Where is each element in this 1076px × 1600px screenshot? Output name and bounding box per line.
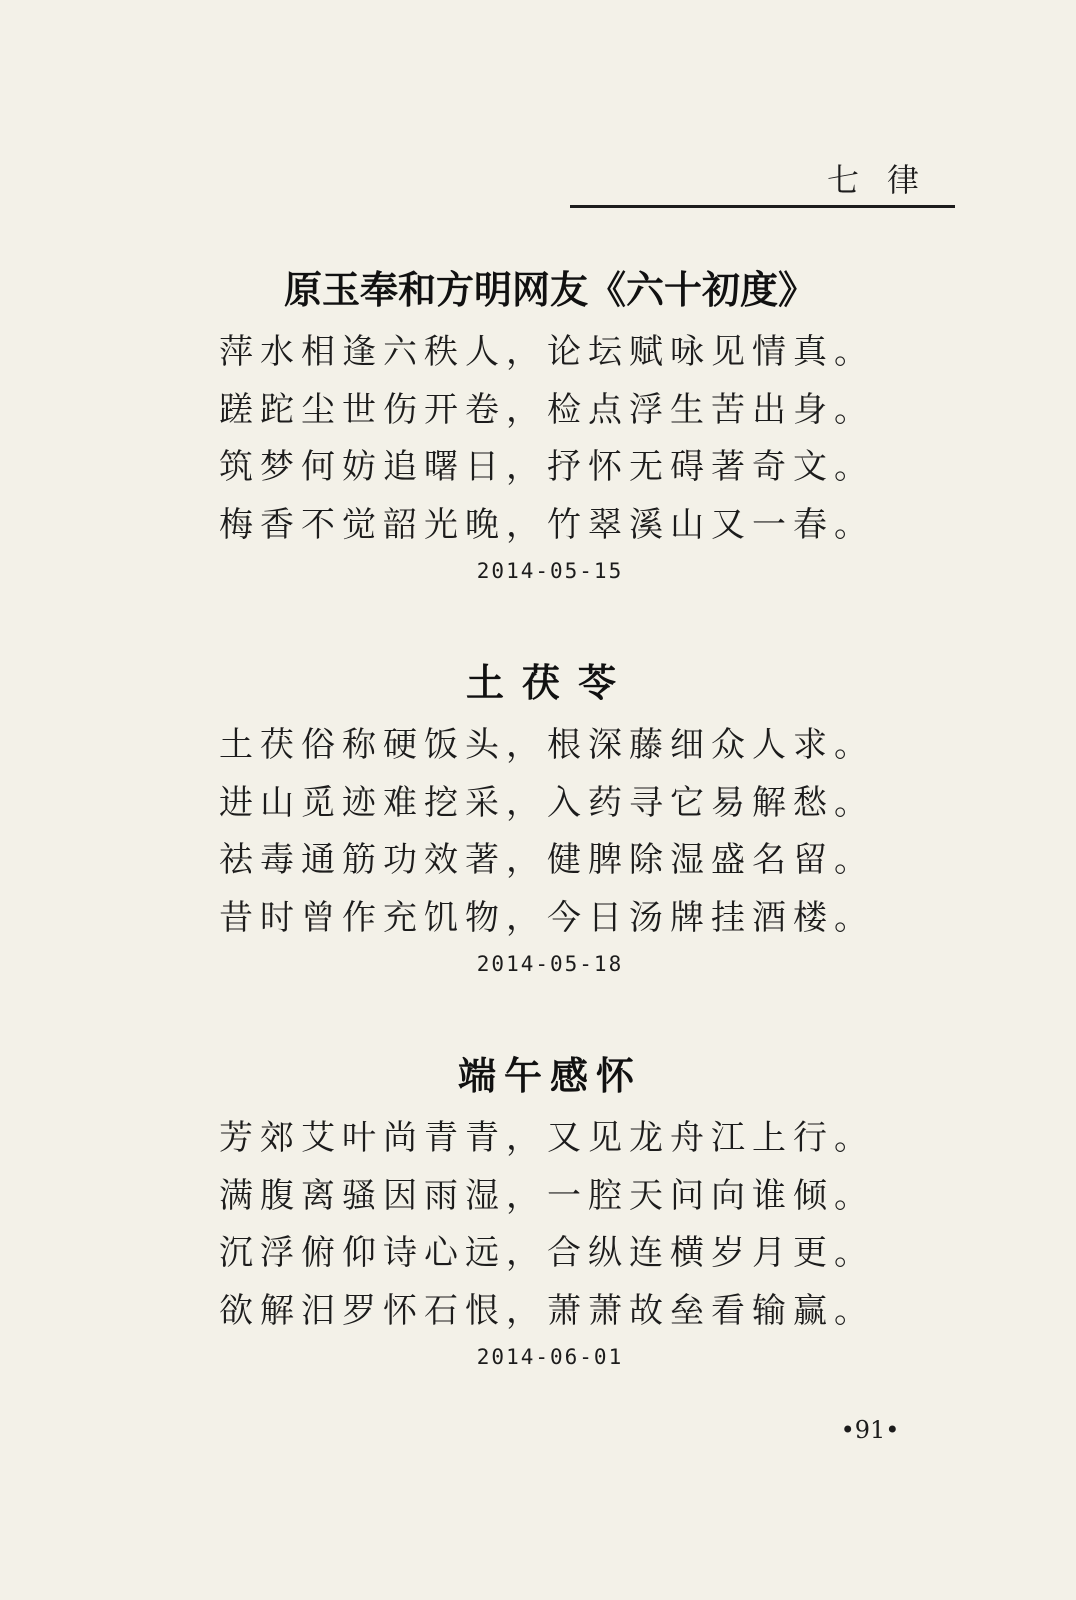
running-head-text: 七律 [826,161,947,199]
poem-line: 进山觅迹难挖采，入药寻它易解愁。 [219,782,875,823]
poem-3 [190,1048,910,1372]
poem-line: 昔时曾作充饥物，今日汤牌挂酒楼。 [219,897,875,938]
poem-line: 土茯俗称硬饭头，根深藤细众人求。 [219,725,875,765]
poem-date: 2014-05-15 [476,559,624,583]
poem-date: 2014-05-18 [476,952,624,976]
page-number: •91• [840,1416,900,1444]
poem-line: 芳郊艾叶尚青青，又见龙舟江上行。 [219,1118,875,1158]
poem-date: 2014-06-01 [476,1345,624,1369]
poem-title: 端午感怀 [457,1053,642,1098]
poem-line: 欲解汨罗怀石恨，萧萧故垒看输赢。 [219,1290,875,1331]
running-head [570,160,955,208]
poem-line: 萍水相逢六秩人，论坛赋咏见情真。 [219,332,875,372]
poem-line: 祛毒通筋功效著，健脾除湿盛名留。 [219,840,875,880]
poem-line: 筑梦何妨追曙日，抒怀无碍著奇文。 [219,447,875,487]
running-head-rule [570,205,955,208]
poem-line: 蹉跎尘世伤开卷，检点浮生苦出身。 [219,389,875,430]
poem-title: 原玉奉和方明网友《六十初度》 [283,267,816,312]
poem-line: 梅香不觉韶光晚，竹翠溪山又一春。 [219,504,875,545]
poem-title: 土茯苓 [465,660,634,705]
poem-2 [190,655,910,979]
poem-line: 满腹离骚因雨湿，一腔天问向谁倾。 [219,1175,875,1216]
poem-line: 沉浮俯仰诗心远，合纵连横岁月更。 [219,1233,875,1273]
poem-1 [190,262,910,586]
